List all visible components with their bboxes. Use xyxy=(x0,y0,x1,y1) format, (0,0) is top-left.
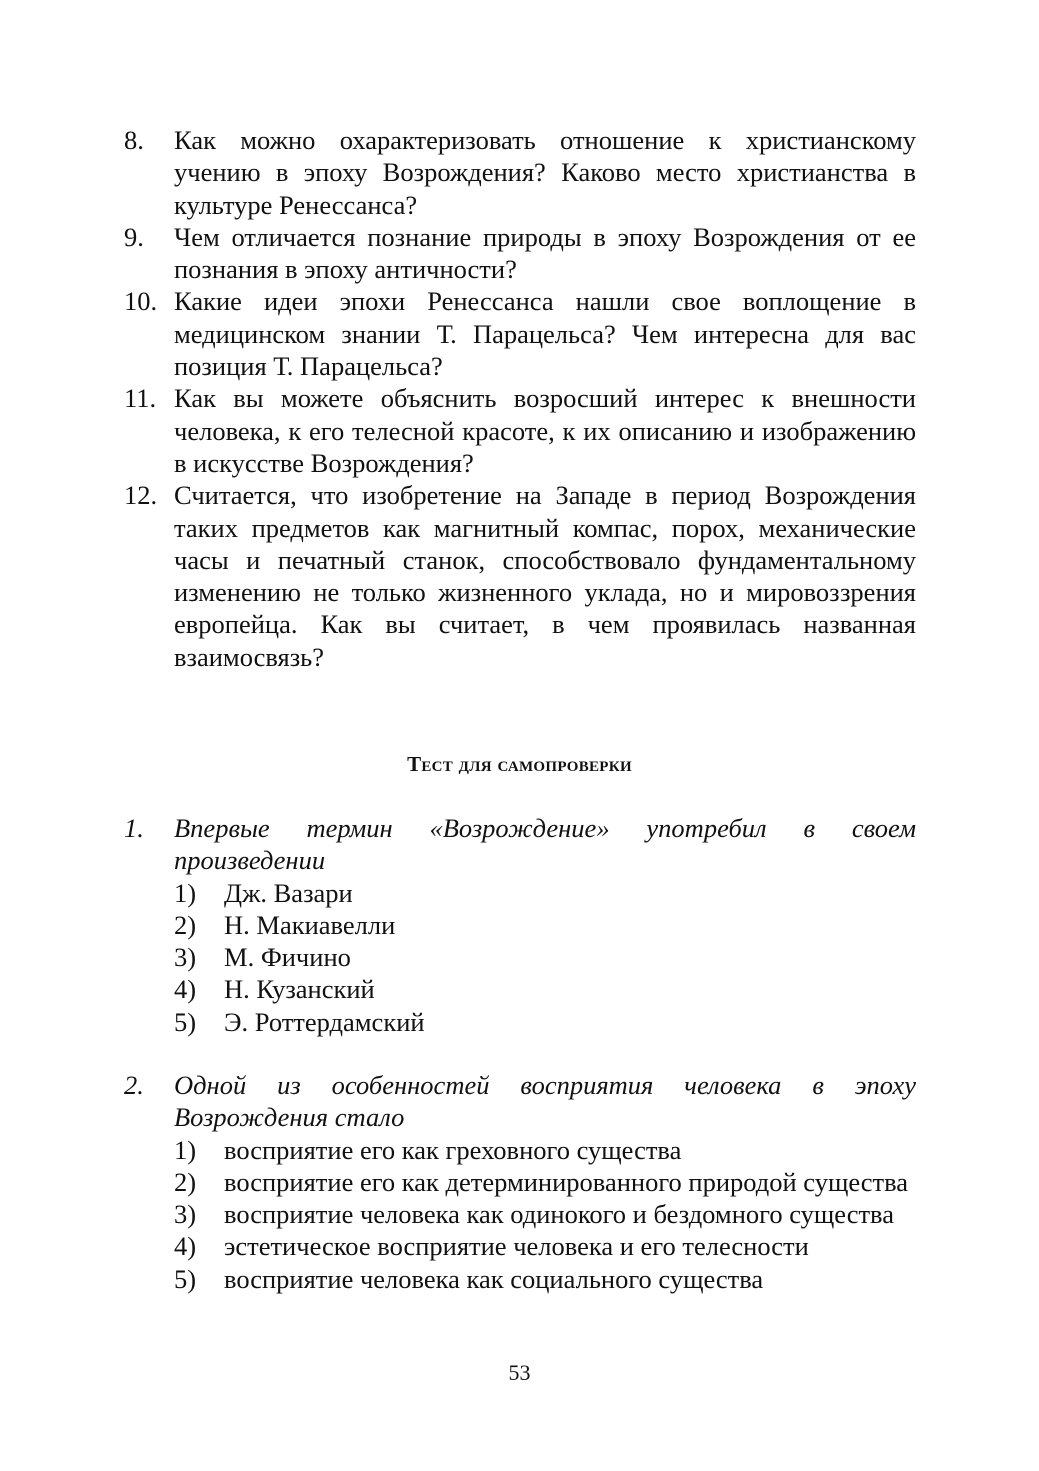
answer-option xyxy=(174,877,916,909)
option-number: 3) xyxy=(174,1199,197,1230)
question-text: Считается, что изобретение на Западе в период Возрождения таких предметов как магнитный компас, порох, механические часы и печатный станок, способствовало фундаментальному изменению не только жизненного уклада, но и мировоззрения европейца. Как вы считает, в чем проявилась названная взаимосвязь? xyxy=(174,480,916,672)
answer-option xyxy=(174,1006,916,1038)
option-text: Э. Роттердамский xyxy=(224,1006,425,1037)
option-text: восприятие человека как социального существа xyxy=(224,1263,764,1294)
question-text: Как можно охарактеризовать отношение к христианскому учению в эпоху Возрождения? Каково место христианства в культуре Ренессанса? xyxy=(174,125,916,220)
option-text: восприятие человека как одинокого и бездомного существа xyxy=(224,1199,894,1230)
answer-option xyxy=(174,1166,916,1198)
answer-option xyxy=(174,1230,916,1262)
test-question-stem xyxy=(124,812,916,877)
question-number: 8. xyxy=(124,125,144,155)
section-heading: Тест для самопроверки xyxy=(407,752,632,776)
question-item xyxy=(124,285,916,382)
answer-option xyxy=(174,1198,916,1230)
question-item xyxy=(124,221,916,286)
question-number: 10. xyxy=(124,286,158,317)
answer-option xyxy=(174,909,916,941)
review-questions-list xyxy=(124,124,916,673)
answer-options xyxy=(174,877,916,1038)
option-text: Н. Кузанский xyxy=(224,974,375,1005)
question-item xyxy=(124,382,916,479)
question-number: 9. xyxy=(124,221,144,252)
option-number: 3) xyxy=(174,942,197,973)
option-text: эстетическое восприятие человека и его телесности xyxy=(224,1231,809,1262)
option-number: 4) xyxy=(174,1231,197,1262)
answer-option xyxy=(174,1134,916,1166)
question-number: 12. xyxy=(124,480,158,511)
option-number: 1) xyxy=(174,877,197,908)
test-question-2 xyxy=(124,1069,916,1295)
option-text: восприятие его как греховного существа xyxy=(224,1134,682,1165)
test-question-number: 2. xyxy=(124,1070,144,1100)
option-number: 2) xyxy=(174,1166,197,1197)
question-item xyxy=(124,124,916,221)
option-text: Дж. Вазари xyxy=(224,877,353,908)
option-text: Н. Макиавелли xyxy=(224,909,396,940)
option-number: 1) xyxy=(174,1134,197,1165)
option-number: 4) xyxy=(174,974,197,1005)
option-text: М. Фичино xyxy=(224,942,351,973)
question-item xyxy=(124,479,916,673)
question-text: Как вы можете объяснить возросший интерес к внешности человека, к его телесной красоте, к их описанию и изображению в искусстве Возрождения? xyxy=(174,383,916,478)
question-text: Чем отличается познание природы в эпоху Возрождения от ее познания в эпоху античности? xyxy=(174,221,916,285)
test-question-1 xyxy=(124,812,916,1038)
test-question-text: Впервые термин «Возрождение» употребил в своем произведении xyxy=(174,813,916,876)
question-number: 11. xyxy=(124,383,157,414)
page-number: 53 xyxy=(508,1360,531,1385)
test-question-text: Одной из особенностей восприятия человека в эпоху Возрождения стало xyxy=(174,1070,916,1133)
answer-option xyxy=(174,973,916,1005)
option-number: 5) xyxy=(174,1263,197,1294)
answer-option xyxy=(174,941,916,973)
answer-options xyxy=(174,1134,916,1295)
test-question-number: 1. xyxy=(124,813,144,843)
option-text: восприятие его как детерминированного природой существа xyxy=(224,1166,909,1197)
answer-option xyxy=(174,1263,916,1295)
option-number: 2) xyxy=(174,909,197,940)
test-question-stem xyxy=(124,1069,916,1134)
question-text: Какие идеи эпохи Ренессанса нашли свое воплощение в медицинском знании Т. Парацельса? Чем интересна для вас позиция Т. Парацельса? xyxy=(174,286,916,382)
option-number: 5) xyxy=(174,1006,197,1037)
